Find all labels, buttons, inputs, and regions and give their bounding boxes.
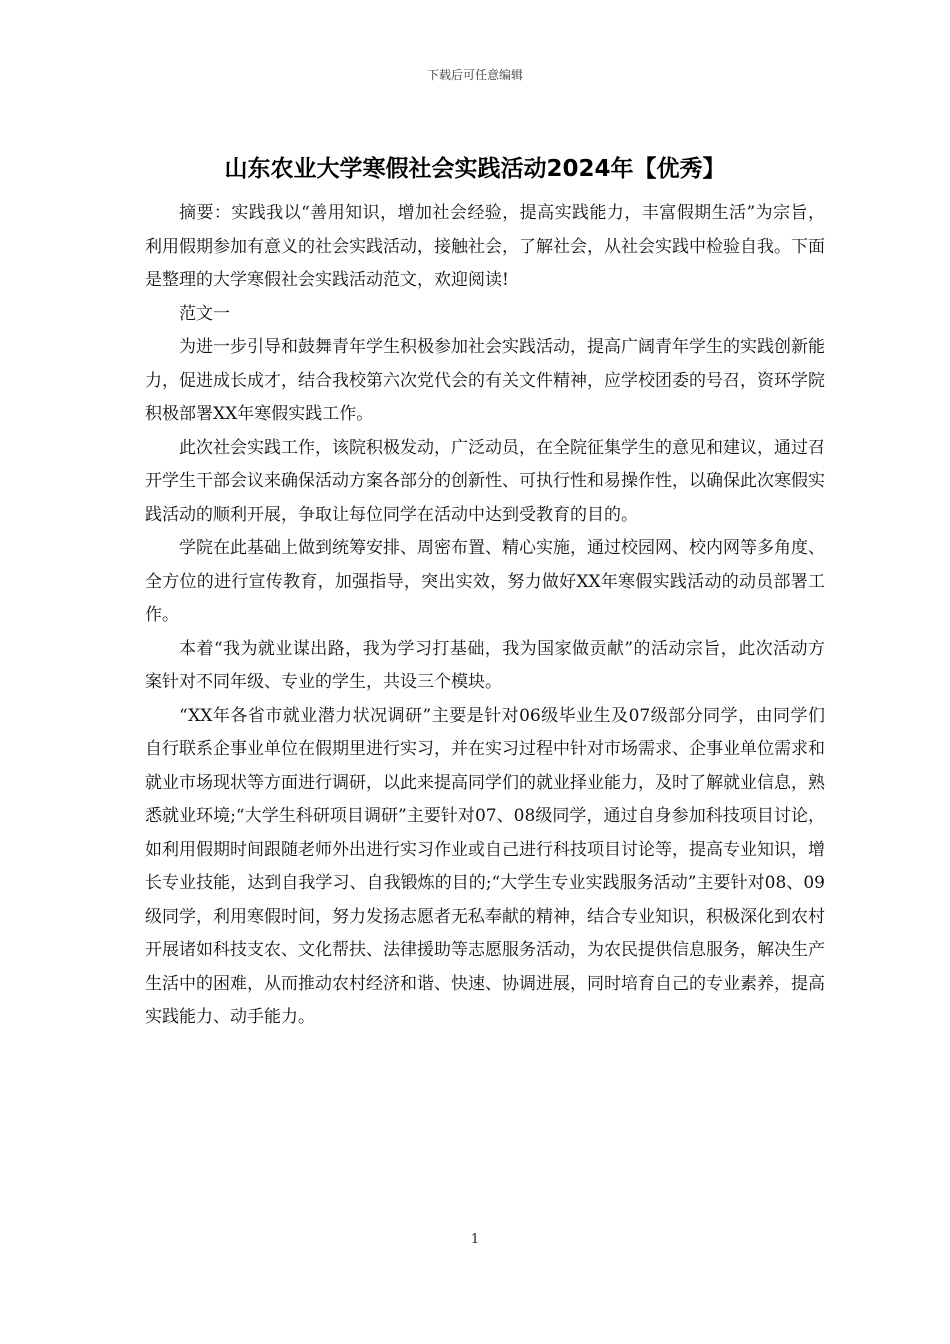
paragraph: 此次社会实践工作，该院积极发动，广泛动员，在全院征集学生的意见和建议，通过召开学生干部会议来确保活动方案各部分的创新性、可执行性和易操作性，以确保此次寒假实践活动的顺利开展，争取让每位同学在活动中达到受教育的目的。	[145, 437, 825, 525]
header-note: 下载后可任意编辑	[426, 68, 523, 82]
paragraph: 本着“我为就业谋出路，我为学习打基础，我为国家做贡献”的活动宗旨，此次活动方案针对不同年级、专业的学生，共设三个模块。	[145, 638, 825, 692]
paragraph-abstract: 摘要：实践我以“善用知识，增加社会经验，提高实践能力，丰富假期生活”为宗旨，利用假期参加有意义的社会实践活动，接触社会，了解社会，从社会实践中检验自我。下面是整理的大学寒假社会实践活动范文，欢迎阅读!	[145, 203, 825, 290]
paragraph: 学院在此基础上做到统筹安排、周密布置、精心实施，通过校园网、校内网等多角度、全方位的进行宣传教育，加强指导，突出实效，努力做好XX年寒假实践活动的动员部署工作。	[145, 538, 825, 625]
page-number: 1	[470, 1232, 480, 1247]
paragraph: 为进一步引导和鼓舞青年学生积极参加社会实践活动，提高广阔青年学生的实践创新能力，促进成长成才，结合我校第六次党代会的有关文件精神，应学校团委的号召，资环学院积极部署XX年寒假实践工作。	[145, 337, 825, 424]
document-body	[145, 197, 825, 1035]
paragraph-sample-heading: 范文一	[179, 303, 230, 324]
paragraph: “XX年各省市就业潜力状况调研”主要是针对06级毕业生及07级部分同学，由同学们自行联系企事业单位在假期里进行实习，并在实习过程中针对市场需求、企事业单位需求和就业市场现状等方面进行调研，以此来提高同学们的就业择业能力，及时了解就业信息，熟悉就业环境;“大学生科研项目调研”主要针对07、08级同学，通过自身参加科技项目讨论，如利用假期时间跟随老师外出进行实习作业或自己进行科技项目讨论等，提高专业知识，增长专业技能，达到自我学习、自我锻炼的目的;“大学生专业实践服务活动”主要针对08、09级同学，利用寒假时间，努力发扬志愿者无私奉献的精神，结合专业知识，积极深化到农村开展诸如科技支农、文化帮扶、法律援助等志愿服务活动，为农民提供信息服务，解决生产生活中的困难，从而推动农村经济和谐、快速、协调进展，同时培育自己的专业素养，提高实践能力、动手能力。	[145, 705, 825, 1027]
document-title: 山东农业大学寒假社会实践活动2024年【优秀】	[224, 156, 726, 182]
